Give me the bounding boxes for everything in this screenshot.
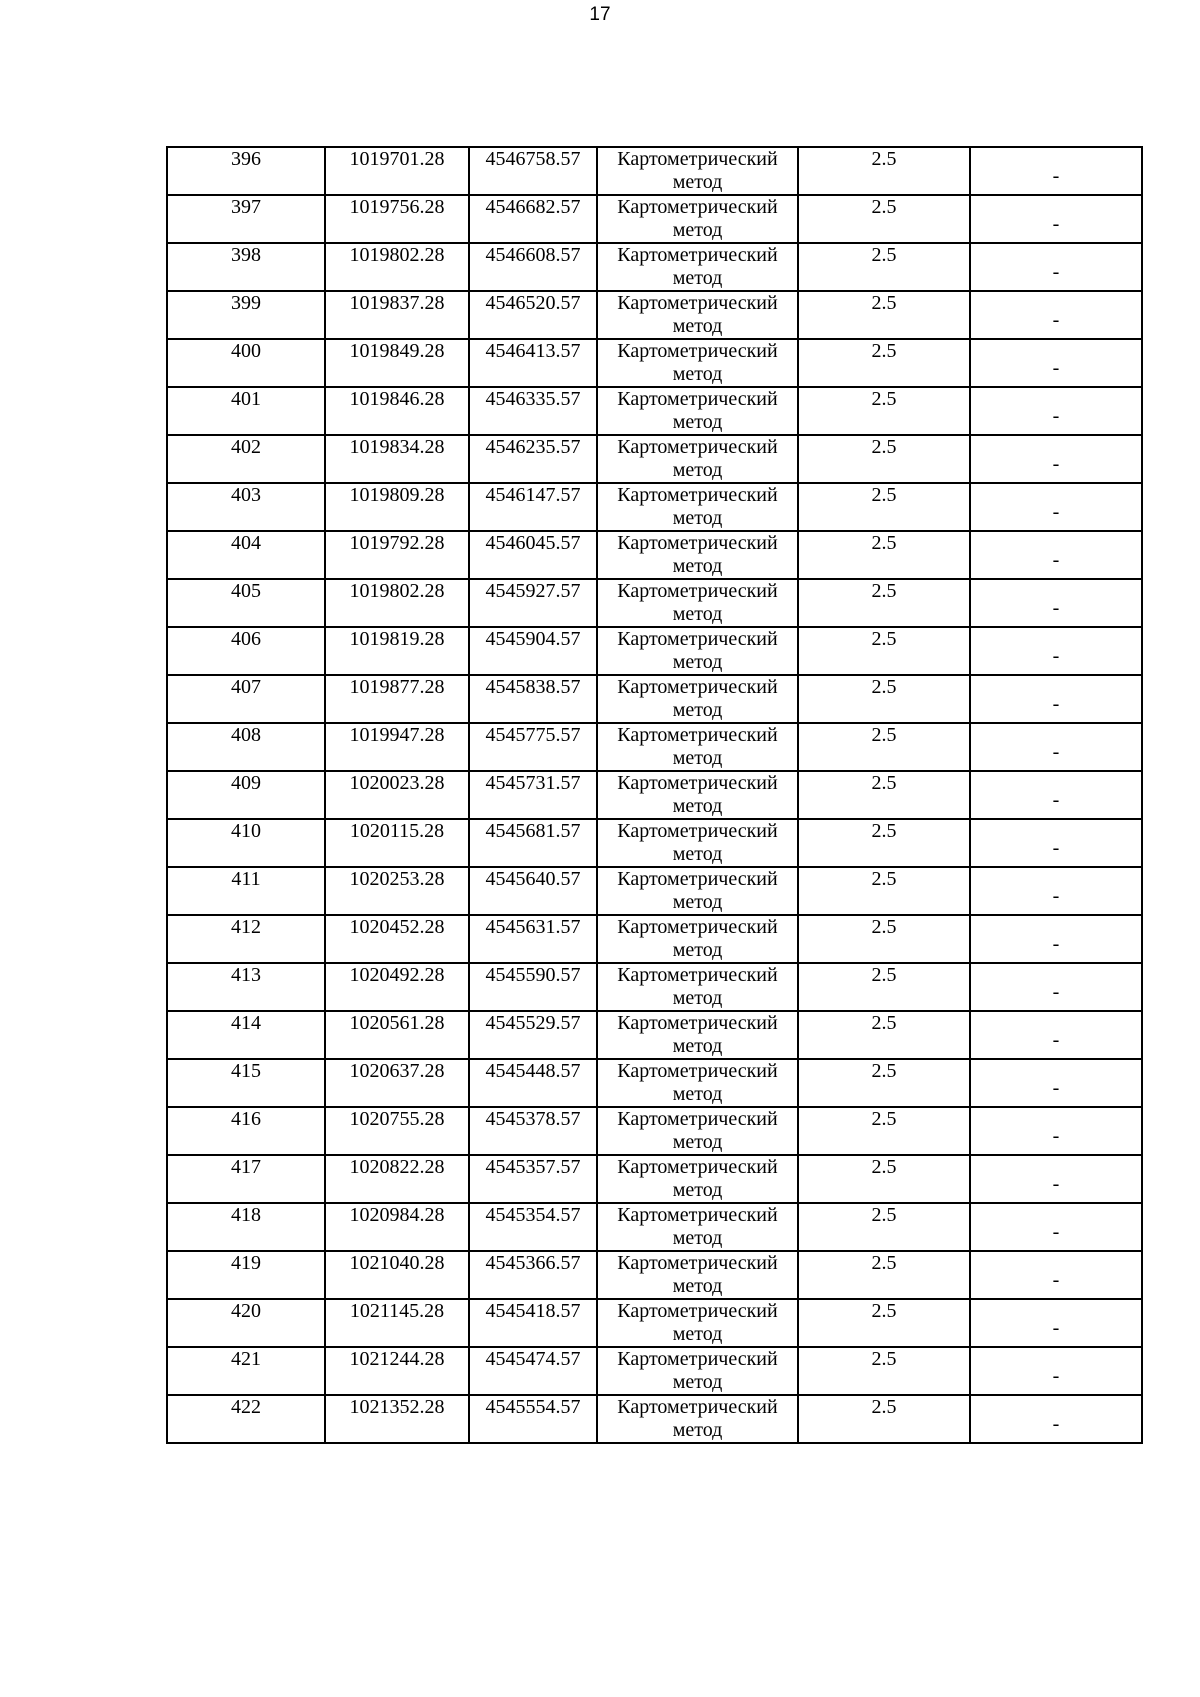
note-cell: - (970, 1011, 1142, 1059)
method-line-1: Картометрический (617, 484, 778, 506)
table-row (167, 1251, 1142, 1299)
y-coordinate-cell: 4545448.57 (469, 1059, 597, 1107)
y-coordinate-cell: 4545418.57 (469, 1299, 597, 1347)
point-number-cell: 405 (167, 579, 325, 627)
method-cell (597, 1251, 798, 1299)
accuracy-cell: 2.5 (798, 1011, 970, 1059)
table-row (167, 819, 1142, 867)
x-coordinate-cell: 1021040.28 (325, 1251, 469, 1299)
table-row (167, 627, 1142, 675)
y-coordinate-cell: 4546335.57 (469, 387, 597, 435)
method-line-1: Картометрический (617, 1348, 778, 1370)
accuracy-cell: 2.5 (798, 819, 970, 867)
method-line-1: Картометрический (617, 868, 778, 890)
note-cell: - (970, 435, 1142, 483)
method-line-2: метод (672, 315, 723, 337)
y-coordinate-cell: 4545631.57 (469, 915, 597, 963)
y-coordinate-cell: 4546413.57 (469, 339, 597, 387)
method-line-2: метод (672, 843, 723, 865)
x-coordinate-cell: 1020984.28 (325, 1203, 469, 1251)
table-row (167, 435, 1142, 483)
method-cell (597, 243, 798, 291)
method-line-2: метод (672, 603, 723, 625)
point-number-cell: 407 (167, 675, 325, 723)
method-line-1: Картометрический (617, 388, 778, 410)
table-row (167, 291, 1142, 339)
table-row (167, 771, 1142, 819)
table-row (167, 339, 1142, 387)
accuracy-cell: 2.5 (798, 243, 970, 291)
y-coordinate-cell: 4545590.57 (469, 963, 597, 1011)
x-coordinate-cell: 1019809.28 (325, 483, 469, 531)
y-coordinate-cell: 4546758.57 (469, 147, 597, 195)
point-number-cell: 419 (167, 1251, 325, 1299)
point-number-cell: 418 (167, 1203, 325, 1251)
y-coordinate-cell: 4545474.57 (469, 1347, 597, 1395)
method-cell (597, 723, 798, 771)
table-row (167, 1395, 1142, 1443)
method-cell (597, 1347, 798, 1395)
y-coordinate-cell: 4545838.57 (469, 675, 597, 723)
note-cell: - (970, 627, 1142, 675)
x-coordinate-cell: 1021352.28 (325, 1395, 469, 1443)
x-coordinate-cell: 1019947.28 (325, 723, 469, 771)
method-line-1: Картометрический (617, 532, 778, 554)
method-line-1: Картометрический (617, 1396, 778, 1418)
note-cell: - (970, 387, 1142, 435)
point-number-cell: 412 (167, 915, 325, 963)
x-coordinate-cell: 1019834.28 (325, 435, 469, 483)
x-coordinate-cell: 1021145.28 (325, 1299, 469, 1347)
table-row (167, 915, 1142, 963)
table-row (167, 243, 1142, 291)
method-line-2: метод (672, 699, 723, 721)
method-line-1: Картометрический (617, 436, 778, 458)
method-line-1: Картометрический (617, 148, 778, 170)
method-line-2: метод (672, 987, 723, 1009)
point-number-cell: 406 (167, 627, 325, 675)
method-line-2: метод (672, 1419, 723, 1441)
method-line-1: Картометрический (617, 628, 778, 650)
point-number-cell: 402 (167, 435, 325, 483)
note-cell: - (970, 723, 1142, 771)
table-row (167, 1203, 1142, 1251)
method-line-2: метод (672, 1083, 723, 1105)
accuracy-cell: 2.5 (798, 723, 970, 771)
method-line-1: Картометрический (617, 1060, 778, 1082)
table-row (167, 147, 1142, 195)
y-coordinate-cell: 4545681.57 (469, 819, 597, 867)
y-coordinate-cell: 4545640.57 (469, 867, 597, 915)
accuracy-cell: 2.5 (798, 339, 970, 387)
method-line-2: метод (672, 219, 723, 241)
method-line-2: метод (672, 507, 723, 529)
accuracy-cell: 2.5 (798, 627, 970, 675)
method-line-2: метод (672, 1179, 723, 1201)
method-cell (597, 819, 798, 867)
accuracy-cell: 2.5 (798, 483, 970, 531)
table-row (167, 579, 1142, 627)
accuracy-cell: 2.5 (798, 963, 970, 1011)
point-number-cell: 410 (167, 819, 325, 867)
y-coordinate-cell: 4545731.57 (469, 771, 597, 819)
method-cell (597, 147, 798, 195)
method-line-2: метод (672, 891, 723, 913)
y-coordinate-cell: 4545775.57 (469, 723, 597, 771)
method-line-2: метод (672, 555, 723, 577)
point-number-cell: 404 (167, 531, 325, 579)
method-line-1: Картометрический (617, 772, 778, 794)
method-cell (597, 963, 798, 1011)
table-row (167, 675, 1142, 723)
point-number-cell: 403 (167, 483, 325, 531)
x-coordinate-cell: 1019756.28 (325, 195, 469, 243)
table-row (167, 1011, 1142, 1059)
accuracy-cell: 2.5 (798, 195, 970, 243)
table-row (167, 867, 1142, 915)
y-coordinate-cell: 4545904.57 (469, 627, 597, 675)
x-coordinate-cell: 1019792.28 (325, 531, 469, 579)
point-number-cell: 398 (167, 243, 325, 291)
method-line-2: метод (672, 171, 723, 193)
table-row (167, 1059, 1142, 1107)
x-coordinate-cell: 1019802.28 (325, 243, 469, 291)
method-line-2: метод (672, 1227, 723, 1249)
y-coordinate-cell: 4545378.57 (469, 1107, 597, 1155)
accuracy-cell: 2.5 (798, 1203, 970, 1251)
method-cell (597, 387, 798, 435)
method-line-2: метод (672, 459, 723, 481)
point-number-cell: 411 (167, 867, 325, 915)
method-cell (597, 915, 798, 963)
coordinates-table (166, 146, 1143, 1444)
note-cell: - (970, 675, 1142, 723)
point-number-cell: 396 (167, 147, 325, 195)
method-line-1: Картометрический (617, 1204, 778, 1226)
accuracy-cell: 2.5 (798, 387, 970, 435)
method-cell (597, 627, 798, 675)
method-line-2: метод (672, 747, 723, 769)
note-cell: - (970, 579, 1142, 627)
method-cell (597, 195, 798, 243)
table-row (167, 195, 1142, 243)
method-cell (597, 483, 798, 531)
point-number-cell: 400 (167, 339, 325, 387)
y-coordinate-cell: 4545529.57 (469, 1011, 597, 1059)
method-line-2: метод (672, 1275, 723, 1297)
accuracy-cell: 2.5 (798, 1059, 970, 1107)
point-number-cell: 416 (167, 1107, 325, 1155)
method-cell (597, 771, 798, 819)
note-cell: - (970, 291, 1142, 339)
y-coordinate-cell: 4545927.57 (469, 579, 597, 627)
note-cell: - (970, 1155, 1142, 1203)
x-coordinate-cell: 1019846.28 (325, 387, 469, 435)
note-cell: - (970, 483, 1142, 531)
method-line-1: Картометрический (617, 964, 778, 986)
method-cell (597, 435, 798, 483)
x-coordinate-cell: 1020253.28 (325, 867, 469, 915)
note-cell: - (970, 771, 1142, 819)
table-row (167, 963, 1142, 1011)
method-cell (597, 1059, 798, 1107)
note-cell: - (970, 1059, 1142, 1107)
method-line-2: метод (672, 1371, 723, 1393)
x-coordinate-cell: 1021244.28 (325, 1347, 469, 1395)
accuracy-cell: 2.5 (798, 531, 970, 579)
method-line-1: Картометрический (617, 244, 778, 266)
accuracy-cell: 2.5 (798, 771, 970, 819)
x-coordinate-cell: 1020115.28 (325, 819, 469, 867)
accuracy-cell: 2.5 (798, 1299, 970, 1347)
y-coordinate-cell: 4546147.57 (469, 483, 597, 531)
method-line-1: Картометрический (617, 196, 778, 218)
accuracy-cell: 2.5 (798, 675, 970, 723)
note-cell: - (970, 1347, 1142, 1395)
point-number-cell: 413 (167, 963, 325, 1011)
table-row (167, 1347, 1142, 1395)
point-number-cell: 417 (167, 1155, 325, 1203)
note-cell: - (970, 915, 1142, 963)
y-coordinate-cell: 4545554.57 (469, 1395, 597, 1443)
method-cell (597, 1107, 798, 1155)
accuracy-cell: 2.5 (798, 1155, 970, 1203)
note-cell: - (970, 867, 1142, 915)
method-cell (597, 1155, 798, 1203)
note-cell: - (970, 1299, 1142, 1347)
y-coordinate-cell: 4545354.57 (469, 1203, 597, 1251)
accuracy-cell: 2.5 (798, 867, 970, 915)
point-number-cell: 422 (167, 1395, 325, 1443)
coordinates-table-body (167, 147, 1142, 1443)
x-coordinate-cell: 1020561.28 (325, 1011, 469, 1059)
accuracy-cell: 2.5 (798, 1107, 970, 1155)
table-row (167, 723, 1142, 771)
method-line-1: Картометрический (617, 724, 778, 746)
accuracy-cell: 2.5 (798, 1251, 970, 1299)
point-number-cell: 408 (167, 723, 325, 771)
y-coordinate-cell: 4545357.57 (469, 1155, 597, 1203)
note-cell: - (970, 1251, 1142, 1299)
accuracy-cell: 2.5 (798, 291, 970, 339)
method-line-1: Картометрический (617, 340, 778, 362)
note-cell: - (970, 531, 1142, 579)
point-number-cell: 415 (167, 1059, 325, 1107)
method-cell (597, 1395, 798, 1443)
method-cell (597, 867, 798, 915)
method-line-2: метод (672, 651, 723, 673)
point-number-cell: 397 (167, 195, 325, 243)
x-coordinate-cell: 1019849.28 (325, 339, 469, 387)
x-coordinate-cell: 1020452.28 (325, 915, 469, 963)
method-line-1: Картометрический (617, 580, 778, 602)
method-line-2: метод (672, 1035, 723, 1057)
table-row (167, 387, 1142, 435)
method-cell (597, 339, 798, 387)
y-coordinate-cell: 4545366.57 (469, 1251, 597, 1299)
y-coordinate-cell: 4546045.57 (469, 531, 597, 579)
method-cell (597, 531, 798, 579)
x-coordinate-cell: 1019802.28 (325, 579, 469, 627)
method-line-2: метод (672, 1131, 723, 1153)
x-coordinate-cell: 1020023.28 (325, 771, 469, 819)
x-coordinate-cell: 1019819.28 (325, 627, 469, 675)
x-coordinate-cell: 1019877.28 (325, 675, 469, 723)
method-cell (597, 675, 798, 723)
y-coordinate-cell: 4546682.57 (469, 195, 597, 243)
method-line-2: метод (672, 363, 723, 385)
point-number-cell: 421 (167, 1347, 325, 1395)
y-coordinate-cell: 4546520.57 (469, 291, 597, 339)
method-line-2: метод (672, 795, 723, 817)
table-row (167, 1155, 1142, 1203)
method-cell (597, 1299, 798, 1347)
note-cell: - (970, 147, 1142, 195)
method-line-1: Картометрический (617, 676, 778, 698)
table-row (167, 1107, 1142, 1155)
table-row (167, 531, 1142, 579)
x-coordinate-cell: 1019701.28 (325, 147, 469, 195)
note-cell: - (970, 243, 1142, 291)
y-coordinate-cell: 4546235.57 (469, 435, 597, 483)
method-cell (597, 579, 798, 627)
x-coordinate-cell: 1019837.28 (325, 291, 469, 339)
x-coordinate-cell: 1020822.28 (325, 1155, 469, 1203)
accuracy-cell: 2.5 (798, 579, 970, 627)
method-cell (597, 291, 798, 339)
point-number-cell: 401 (167, 387, 325, 435)
method-line-1: Картометрический (617, 1156, 778, 1178)
accuracy-cell: 2.5 (798, 915, 970, 963)
table-row (167, 483, 1142, 531)
note-cell: - (970, 1395, 1142, 1443)
method-line-2: метод (672, 1323, 723, 1345)
method-line-1: Картометрический (617, 292, 778, 314)
method-line-2: метод (672, 939, 723, 961)
method-line-1: Картометрический (617, 1252, 778, 1274)
note-cell: - (970, 1107, 1142, 1155)
method-line-2: метод (672, 411, 723, 433)
point-number-cell: 409 (167, 771, 325, 819)
accuracy-cell: 2.5 (798, 1395, 970, 1443)
accuracy-cell: 2.5 (798, 147, 970, 195)
point-number-cell: 420 (167, 1299, 325, 1347)
note-cell: - (970, 963, 1142, 1011)
note-cell: - (970, 1203, 1142, 1251)
x-coordinate-cell: 1020755.28 (325, 1107, 469, 1155)
accuracy-cell: 2.5 (798, 1347, 970, 1395)
x-coordinate-cell: 1020637.28 (325, 1059, 469, 1107)
note-cell: - (970, 339, 1142, 387)
accuracy-cell: 2.5 (798, 435, 970, 483)
method-line-1: Картометрический (617, 820, 778, 842)
x-coordinate-cell: 1020492.28 (325, 963, 469, 1011)
page-number: 17 (589, 4, 611, 25)
method-line-1: Картометрический (617, 916, 778, 938)
point-number-cell: 399 (167, 291, 325, 339)
method-line-1: Картометрический (617, 1108, 778, 1130)
method-line-2: метод (672, 267, 723, 289)
method-cell (597, 1011, 798, 1059)
method-line-1: Картометрический (617, 1012, 778, 1034)
y-coordinate-cell: 4546608.57 (469, 243, 597, 291)
point-number-cell: 414 (167, 1011, 325, 1059)
table-row (167, 1299, 1142, 1347)
method-cell (597, 1203, 798, 1251)
note-cell: - (970, 819, 1142, 867)
note-cell: - (970, 195, 1142, 243)
method-line-1: Картометрический (617, 1300, 778, 1322)
